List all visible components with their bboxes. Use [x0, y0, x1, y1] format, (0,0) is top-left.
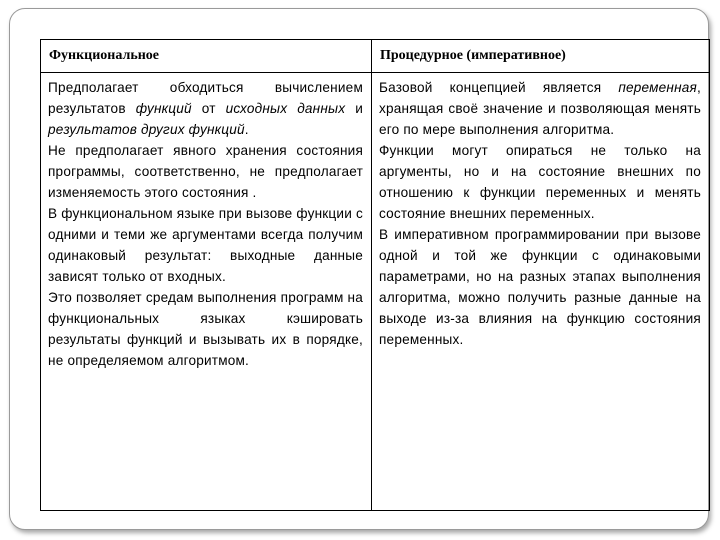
functional-paragraph-3: В функциональном языке при вызове функции с одними и теми же аргументами всегда получим одинаковый результат: выходные данные зависят только от входных.: [48, 206, 363, 284]
header-procedural: Процедурное (императивное): [372, 40, 710, 73]
procedural-paragraph-2: Функции могут опираться не только на аргументы, но и на состояние внешних по отношению к функции переменных и менять состояние внешних переменных.: [379, 143, 701, 221]
header-row: [41, 40, 710, 73]
comparison-table: [40, 39, 710, 511]
text-fragment: и: [345, 101, 363, 116]
functional-paragraph-2: Не предполагает явного хранения состояния программы, соответственно, не предполагает изменяемость этого состояния .: [48, 143, 363, 200]
text-fragment: , хранящая своё значение и позволяющая менять его по мере выполнения алгоритма.: [379, 80, 701, 137]
procedural-description-cell: [372, 73, 710, 511]
text-fragment: от: [191, 101, 226, 116]
functional-paragraph-1: [48, 77, 363, 140]
text-fragment: Предполагает обходиться вычислением результатов: [48, 80, 363, 116]
slide-frame: [9, 8, 709, 530]
procedural-paragraph-3: В императивном программировании при вызове одной и той же функции с одинаковыми параметрами, но на разных этапах выполнения алгоритма, можно получить разные данные на выходе из-за влияния на функцию состояния переменных.: [379, 227, 701, 347]
content-row: [41, 73, 710, 511]
term-variable: переменная: [618, 80, 698, 95]
header-functional: Функциональное: [41, 40, 372, 73]
text-fragment: .: [244, 122, 249, 137]
functional-paragraph-4: Это позволяет средам выполнения программ на функциональных языках кэшировать результаты функций и вызывать их в порядке, не определяемом алгоритмом.: [48, 290, 363, 368]
term-input-data: исходных данных: [225, 101, 346, 116]
procedural-paragraph-1: [379, 77, 701, 140]
functional-description-cell: [41, 73, 372, 511]
term-functions: функций: [135, 101, 192, 116]
term-other-function-results: результатов других функций: [48, 122, 245, 137]
text-fragment: Базовой концепцией является: [379, 80, 619, 95]
